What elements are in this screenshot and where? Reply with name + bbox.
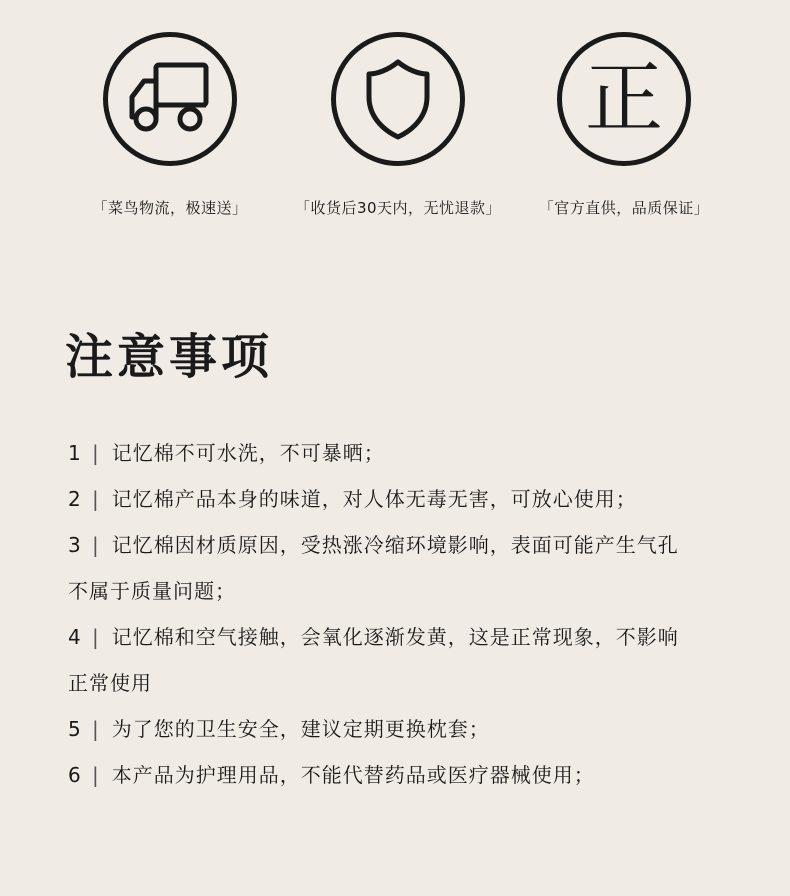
- feature-refund-text: 收货后30天内，无忧退款: [310, 199, 486, 217]
- note-separator: |: [92, 487, 100, 511]
- feature-logistics-caption: [92, 197, 247, 218]
- note-text-continuation: 不属于质量问题；: [68, 579, 236, 603]
- note-item: [68, 522, 748, 568]
- note-text-continuation: 正常使用: [68, 671, 152, 695]
- open-quote: 「: [92, 199, 108, 217]
- note-item: [68, 752, 748, 798]
- close-quote: 」: [485, 199, 502, 217]
- feature-refund: [288, 32, 508, 218]
- close-quote: 」: [232, 199, 248, 217]
- open-quote: 「: [294, 199, 311, 217]
- feature-logistics-badge: [103, 32, 237, 166]
- note-number: 3: [68, 533, 82, 557]
- feature-genuine-caption: [539, 197, 710, 218]
- note-separator: |: [92, 441, 100, 465]
- note-separator: |: [92, 533, 100, 557]
- note-item: [68, 430, 748, 476]
- note-item: [68, 614, 748, 660]
- feature-refund-badge: [331, 32, 465, 166]
- note-text: 记忆棉产品本身的味道，对人体无毒无害，可放心使用；: [111, 487, 637, 511]
- note-text: 记忆棉因材质原因，受热涨冷缩环境影响，表面可能产生气孔: [111, 533, 679, 557]
- note-text: 记忆棉和空气接触，会氧化逐渐发黄，这是正常现象，不影响: [111, 625, 679, 649]
- note-number: 4: [68, 625, 82, 649]
- feature-genuine-badge: [557, 32, 691, 166]
- notes-list: [68, 430, 748, 798]
- zheng-icon: 正: [584, 54, 663, 144]
- feature-genuine-text: 官方直供，品质保证: [554, 199, 694, 217]
- note-number: 6: [68, 763, 82, 787]
- note-item-continuation: [68, 568, 748, 614]
- note-number: 1: [68, 441, 82, 465]
- open-quote: 「: [538, 199, 555, 217]
- note-text: 本产品为护理用品，不能代替药品或医疗器械使用；: [111, 763, 595, 787]
- note-text: 为了您的卫生安全，建议定期更换枕套；: [111, 717, 490, 741]
- truck-icon: [124, 59, 216, 139]
- feature-row: [0, 0, 790, 240]
- page-title: 注意事项: [65, 329, 274, 385]
- note-separator: |: [92, 763, 100, 787]
- note-number: 2: [68, 487, 82, 511]
- shield-icon: [363, 57, 433, 141]
- note-text: 记忆棉不可水洗，不可暴晒；: [111, 441, 385, 465]
- note-separator: |: [92, 625, 100, 649]
- feature-logistics-text: 菜鸟物流，极速送: [107, 199, 232, 217]
- note-item: [68, 706, 748, 752]
- note-item-continuation: [68, 660, 748, 706]
- note-number: 5: [68, 717, 82, 741]
- feature-genuine: [514, 32, 734, 218]
- note-item: [68, 476, 748, 522]
- close-quote: 」: [693, 199, 710, 217]
- feature-refund-caption: [295, 197, 501, 218]
- feature-logistics: [60, 32, 280, 218]
- note-separator: |: [92, 717, 100, 741]
